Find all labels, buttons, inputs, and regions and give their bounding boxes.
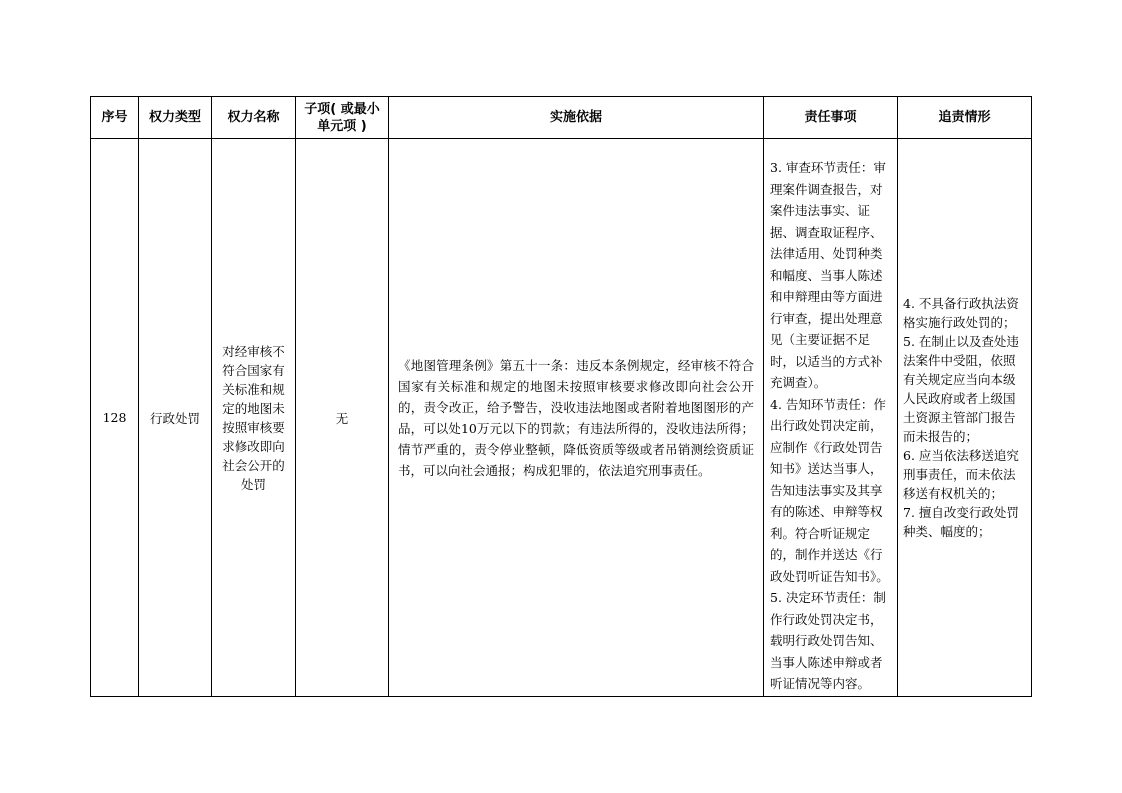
cell-sub-item: 无 [296,139,389,697]
table-row [91,139,1032,697]
header-responsibility: 责任事项 [764,97,898,139]
cell-power-type: 行政处罚 [139,139,212,697]
responsibility-text: 3. 审查环节责任：审理案件调查报告，对案件违法事实、证据、调查取证程序、法律适用、处罚种类和幅度、当事人陈述和申辩理由等方面进行审查，提出处理意见（主要证据不足时，以适当的方式补充调查）。 4. 告知环节责任：作出行政处罚决定前，应制作《行政处罚告知书》送达当事人，告知违法事实及其享有的陈述、申辩等权利。符合听证规定的，制作并送达《行政处罚听证告知书》。 5. 决定环节责任：制作行政处罚决定书，载明行政处罚告知、当事人陈述申辩或者听证情况等内容。 [770,160,889,691]
header-power-type: 权力类型 [139,97,212,139]
cell-seq: 128 [91,139,139,697]
cell-accountability: 4. 不具备行政执法资格实施行政处罚的； 5. 在制止以及查处违法案件中受阻，依照有关规定应当向本级人民政府或者上级国土资源主管部门报告而未报告的； 6. 应当依法移送追究刑事责任，而未依法移送有权机关的； 7. 擅自改变行政处罚种类、幅度的； [898,139,1032,697]
header-accountability: 追责情形 [898,97,1032,139]
cell-legal-basis: 《地图管理条例》第五十一条：违反本条例规定，经审核不符合国家有关标准和规定的地图未按照审核要求修改即向社会公开的，责令改正，给予警告，没收违法地图或者附着地图图形的产品，可以处10万元以下的罚款；有违法所得的，没收违法所得；情节严重的，责令停业整顿，降低资质等级或者吊销测绘资质证书，可以向社会通报；构成犯罪的，依法追究刑事责任。 [389,139,764,697]
header-sub-item: 子项( 或最小单元项 ) [296,97,389,139]
header-power-name: 权力名称 [212,97,296,139]
cell-power-name: 对经审核不符合国家有关标准和规定的地图未按照审核要求修改即向社会公开的处罚 [212,139,296,697]
header-legal-basis: 实施依据 [389,97,764,139]
header-seq: 序号 [91,97,139,139]
cell-responsibility [764,139,898,697]
table-header-row [91,97,1032,139]
power-list-table [90,96,1032,697]
